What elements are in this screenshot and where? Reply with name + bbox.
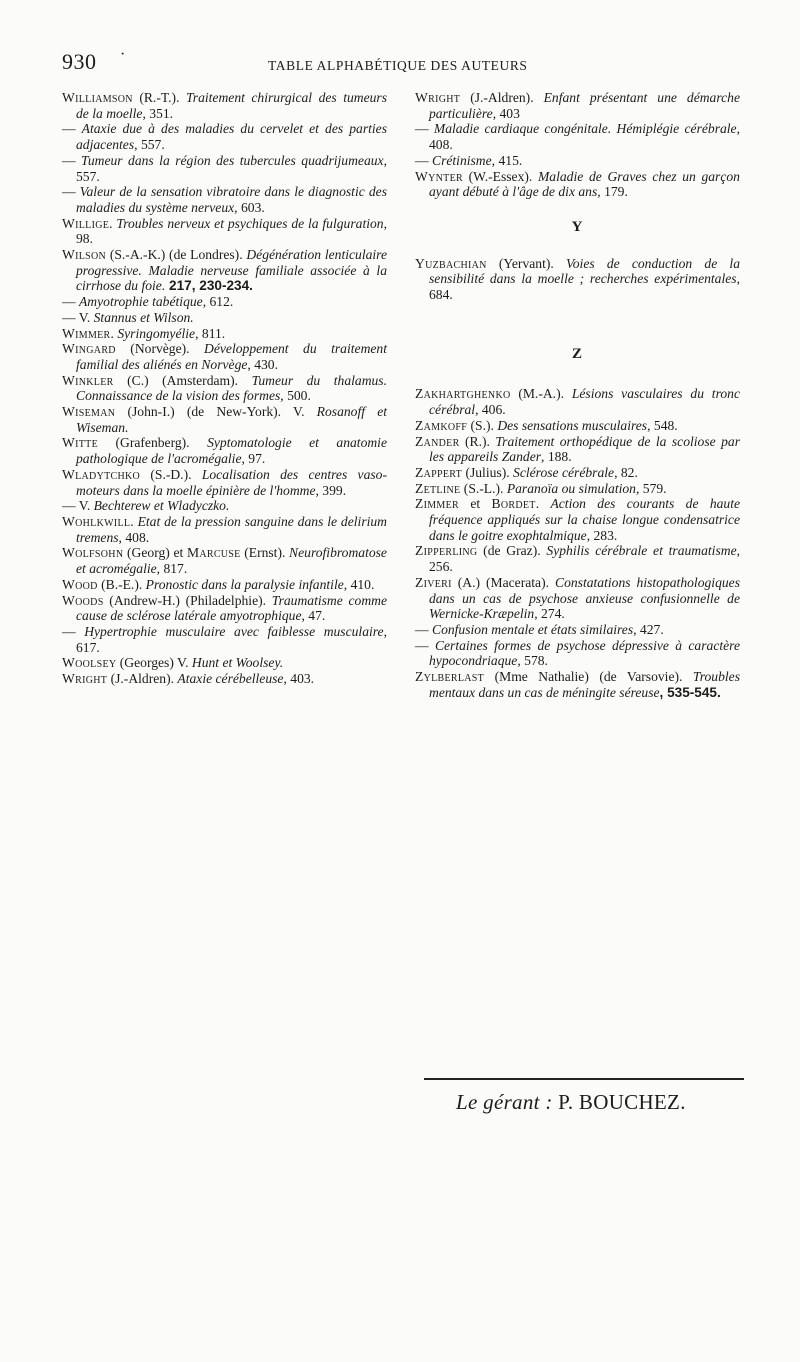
author-details: (R.).: [459, 433, 496, 449]
page-ref: , 82.: [614, 464, 638, 480]
entry-title: Pronostic dans la paralysie infantile: [145, 576, 344, 592]
index-entry: [62, 593, 387, 624]
page-ref: , 97.: [241, 451, 266, 467]
page-ref: , 274.: [534, 606, 565, 622]
page-ref: , 578.: [517, 653, 548, 669]
entry-title: Ataxie due à des maladies du cervelet et des parties adjacentes: [76, 121, 387, 153]
author-details: (R.-T.).: [132, 90, 186, 105]
index-entry: [62, 404, 387, 435]
author-name: Zappert: [415, 464, 463, 480]
page-ref: , 98.: [76, 215, 387, 247]
signature-name: P. BOUCHEZ.: [558, 1090, 686, 1114]
page-number: 930: [62, 49, 97, 74]
section-heading-y: Y: [571, 218, 584, 235]
author-details: (M.-A.).: [510, 386, 572, 402]
author-details: (Norvège).: [115, 341, 205, 357]
page-ref: , 403: [492, 105, 520, 121]
author-name: Wiseman: [62, 404, 116, 420]
entry-title: Paranoïa ou simulation: [506, 480, 636, 496]
author-name: Willige: [62, 215, 110, 231]
entry-title: Crétinisme: [432, 152, 492, 168]
page-ref: , 179.: [597, 184, 628, 200]
author-name: Zimmer: [415, 496, 459, 512]
index-entry: [415, 543, 740, 574]
author-details-2: .: [535, 496, 551, 512]
author-name: Woolsey: [62, 655, 117, 671]
index-entry: [415, 622, 740, 638]
page-ref-bold: , 535-545.: [659, 684, 721, 700]
entry-title: Hypertrophie musculaire avec faiblesse musculaire: [84, 623, 384, 639]
page-ref: , 811.: [195, 325, 226, 341]
index-entry: [415, 669, 740, 700]
entry-title: Confusion mentale et états similaires: [432, 621, 634, 637]
index-entry: [62, 216, 387, 247]
author-name: Wood: [62, 576, 98, 592]
author-name: Williamson: [62, 90, 133, 105]
author-details: (C.) (Amsterdam).: [113, 372, 252, 388]
index-entry: [62, 90, 387, 121]
index-entry: [415, 169, 740, 200]
footer-signature: [456, 1090, 686, 1115]
entry-title: Troubles nerveux et psychiques de la fulguration: [116, 215, 384, 231]
entry-title: Localisation des centres vaso-moteurs dans la moelle épinière de l'homme: [76, 466, 387, 498]
author-details: (B.-E.).: [97, 576, 146, 592]
entry-title: Des sensations musculaires: [497, 417, 648, 433]
author-name: Wimmer: [62, 325, 111, 341]
index-entry: [62, 577, 387, 593]
page-ref: , 188.: [541, 449, 572, 465]
author-details: (W.-Essex).: [462, 168, 538, 184]
page-ref: , 351.: [142, 105, 174, 121]
page-ref: , 684.: [429, 271, 740, 303]
author-name: Zipperling: [415, 543, 478, 559]
author-name-2: Bordet: [491, 496, 536, 512]
author-name: Wohlkwill: [62, 513, 131, 529]
author-details-2: (Ernst).: [240, 545, 290, 561]
author-name: Zylberlast: [415, 669, 485, 685]
entry-title: Bechterew et Wladyczko.: [93, 498, 230, 514]
entry-title: Développement du traitement familial des aliénés en Norvège: [76, 341, 387, 372]
entry-title: Etat de la pression sanguine dans le delirium tremens: [76, 513, 387, 545]
author-details: (A.) (Macerata).: [451, 574, 555, 590]
index-entry: [62, 467, 387, 498]
index-entry: [415, 496, 740, 543]
entry-dash: —: [62, 294, 79, 310]
author-details: (Andrew-H.) (Philadelphie).: [103, 592, 272, 608]
entry-title: Voies de conduction de la sensibilité dans la moelle ; recherches expérimentales: [429, 255, 740, 287]
author-name: Zetline: [415, 480, 461, 496]
page-ref: , 817.: [156, 561, 188, 577]
index-entry: [415, 121, 740, 152]
entry-title: Maladie de Graves chez un garçon ayant débuté à l'âge de dix ans: [429, 168, 740, 200]
page-ref: , 557.: [76, 152, 387, 184]
entry-title: Lésions vasculaires du tronc cérébral: [429, 386, 740, 418]
index-entry: [62, 247, 387, 294]
author-name: Woods: [62, 592, 104, 608]
author-name: Wilson: [62, 247, 107, 263]
index-entry: [62, 341, 387, 372]
author-details: (S.-L.).: [460, 480, 507, 496]
index-entry: [62, 624, 387, 655]
author-details: .: [110, 325, 118, 341]
page-ref: , 557.: [134, 137, 165, 153]
left-column: [62, 90, 387, 687]
entry-title: Troubles mentaux dans un cas de méningite séreuse: [429, 669, 740, 700]
page-ref: , 399.: [315, 482, 347, 498]
running-title: TABLE ALPHABÉTIQUE DES AUTEURS: [268, 58, 528, 73]
page-ref: , 408.: [118, 529, 150, 545]
entry-dash: —: [415, 637, 435, 653]
index-entry: [415, 465, 740, 481]
index-entry: [62, 121, 387, 152]
index-entry: [415, 434, 740, 465]
author-name: Wright: [62, 671, 108, 687]
entry-title: Rosanoff et Wiseman.: [76, 404, 388, 435]
right-column: [415, 90, 740, 701]
page-ref-bold: 217, 230-234.: [165, 278, 253, 294]
author-name: Zamkoff: [415, 417, 468, 433]
author-details: (S.-A.-K.) (de Londres).: [106, 247, 247, 263]
author-details: et: [459, 496, 492, 512]
entry-title: Traitement orthopédique de la scoliose par les appareils Zander: [429, 433, 740, 465]
author-name: Zander: [415, 433, 460, 449]
author-details: (de Graz).: [477, 543, 547, 559]
author-details: (John-I.) (de New-York). V.: [115, 404, 317, 420]
see-prefix: V.: [78, 498, 94, 514]
entry-title: Amyotrophie tabétique: [79, 294, 203, 310]
entry-title: Dégénération lenticulaire progressive. Maladie nerveuse familiale associée à la cirrhose du foie.: [76, 247, 388, 294]
page-ref: , 406.: [475, 402, 506, 418]
entry-title: Action des courants de haute fréquence appliqués sur la chaise longue condensatrice dans le goitre exophtalmique: [429, 496, 741, 543]
author-details: (S.).: [467, 417, 498, 433]
entry-title: Syphilis cérébrale et traumatisme: [546, 543, 737, 559]
entry-title: Certaines formes de psychose dépressive à caractère hypocondriaque: [429, 637, 740, 669]
author-name: Winkler: [62, 372, 114, 388]
index-entry: [62, 545, 387, 576]
entry-title: Traumatisme comme cause de sclérose latérale amyotrophique: [76, 592, 387, 624]
index-entry: [415, 90, 740, 121]
entry-dash: —: [62, 121, 82, 137]
author-details: (Georges) V.: [116, 655, 192, 671]
entry-dash: —: [62, 309, 79, 325]
page-ref: , 403.: [283, 671, 315, 687]
page-ref: , 612.: [202, 294, 234, 310]
author-name: Ziveri: [415, 574, 452, 590]
entry-dash: —: [62, 623, 85, 639]
entry-dash: —: [62, 152, 82, 168]
page-ref: , 256.: [429, 543, 741, 575]
page-ref: , 548.: [647, 417, 678, 433]
entry-title: Stannus et Wilson.: [93, 309, 194, 325]
see-prefix: V.: [78, 309, 94, 325]
page-ref: , 415.: [491, 152, 523, 168]
entry-title: Syringomyélie: [117, 325, 196, 341]
entry-title: Traitement chirurgical des tumeurs de la moelle: [76, 90, 387, 121]
index-entry: [415, 481, 740, 497]
author-name: Wolfsohn: [62, 545, 124, 561]
index-entry: [415, 386, 740, 417]
entry-title: Hunt et Woolsey.: [191, 655, 284, 671]
author-name: Wright: [415, 90, 461, 105]
index-entry: [62, 435, 387, 466]
index-entry: [62, 294, 387, 310]
author-details: (J.-Aldren).: [460, 90, 544, 105]
footer-rule: [424, 1078, 744, 1080]
page-ref: , 408.: [429, 121, 740, 153]
page-ref: , 430.: [247, 356, 278, 372]
index-entry: [62, 655, 387, 671]
author-details: .: [130, 513, 138, 529]
page-ref: , 47.: [301, 608, 326, 624]
index-entry: [62, 184, 387, 215]
page-ref: , 579.: [635, 480, 667, 496]
page-ref: , 410.: [343, 576, 375, 592]
author-name: Yuzbachian: [415, 255, 487, 271]
entry-title: Sclérose cérébrale: [513, 464, 615, 480]
index-entry: [415, 638, 740, 669]
section-heading-z: Z: [571, 345, 583, 362]
signature-label: Le gérant :: [456, 1090, 559, 1114]
author-details: (Mme Nathalie) (de Varsovie).: [484, 669, 693, 685]
author-details: (Grafenberg).: [98, 435, 208, 451]
author-details: (Georg) et: [123, 545, 187, 561]
entry-dash: —: [415, 621, 432, 637]
author-name: Witte: [62, 435, 98, 451]
index-entry: [62, 514, 387, 545]
entry-dash: —: [62, 498, 79, 514]
index-entry: [62, 373, 387, 404]
entry-title: Enfant présentant une démarche particulière: [429, 90, 740, 121]
entry-title: Tumeur dans la région des tubercules quadrijumeaux: [81, 152, 384, 168]
entry-dash: —: [415, 152, 432, 168]
author-details: (Yervant).: [486, 255, 566, 271]
page-ref: , 283.: [586, 527, 618, 543]
author-details: .: [109, 215, 117, 231]
author-details: (J.-Aldren).: [107, 671, 178, 687]
index-entry: [415, 153, 740, 169]
page-ref: , 603.: [234, 199, 265, 215]
author-name: Wingard: [62, 341, 116, 357]
entry-title: Syptomatologie et anatomie pathologique de l'acromégalie: [76, 435, 387, 467]
entry-title: Neurofibromatose et acromégalie: [76, 545, 387, 577]
index-entry: [62, 310, 387, 326]
page-ref: , 427.: [633, 621, 664, 637]
author-name-2: Marcuse: [186, 545, 241, 561]
author-name: Wladytchko: [62, 466, 141, 482]
entry-title: Ataxie cérébelleuse: [177, 671, 284, 687]
index-entry: [62, 498, 387, 514]
index-entry: [415, 256, 740, 303]
index-entry: [415, 575, 740, 622]
page-ref: , 617.: [76, 623, 388, 655]
index-entry: [415, 418, 740, 434]
author-details: (S.-D.).: [140, 466, 202, 482]
author-details: (Julius).: [462, 464, 514, 480]
author-name: Zakhartghenko: [415, 386, 511, 402]
entry-title: Valeur de la sensation vibratoire dans le diagnostic des maladies du système nerveux: [76, 184, 387, 215]
index-entry: [62, 671, 387, 687]
entry-title: Constatations histopathologiques dans un cas de psychose anxieuse confusionnelle de Wernicke-Kræpelin: [429, 574, 740, 622]
author-name: Wynter: [415, 168, 463, 184]
entry-title: Maladie cardiaque congénitale. Hémiplégie cérébrale: [433, 121, 737, 137]
index-entry: [62, 326, 387, 342]
entry-title: Tumeur du thalamus. Connaissance de la vision des formes: [76, 372, 387, 404]
page-ref: , 500.: [280, 388, 311, 404]
entry-dash: —: [62, 184, 80, 200]
index-entry: [62, 153, 387, 184]
page-dot: ·: [120, 46, 126, 63]
entry-dash: —: [415, 121, 434, 137]
